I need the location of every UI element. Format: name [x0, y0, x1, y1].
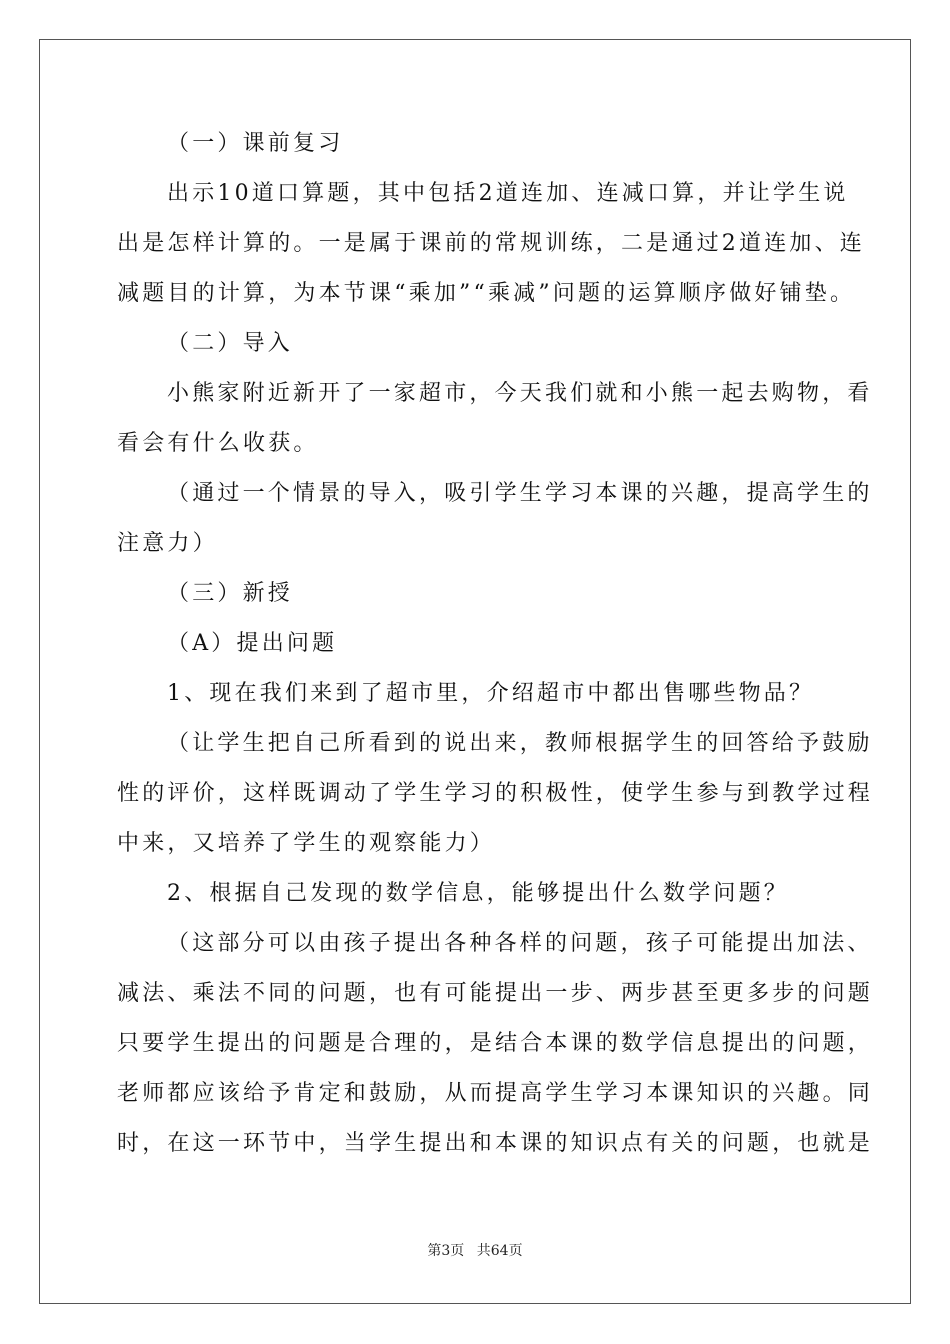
paragraph-line: 老师都应该给予肯定和鼓励，从而提高学生学习本课知识的兴趣。同 [117, 1081, 874, 1106]
section-heading-new-lesson: （三）新授 [167, 581, 294, 606]
paragraph-line: （让学生把自己所看到的说出来，教师根据学生的回答给予鼓励 [167, 731, 873, 756]
page-number: 第3页 [427, 1243, 465, 1259]
paragraph-line: 看会有什么收获。 [117, 431, 319, 456]
section-heading-review: （一）课前复习 [167, 131, 344, 156]
paragraph-line: 中来，又培养了学生的观察能力） [117, 831, 496, 856]
paragraph-line: 1、现在我们来到了超市里，介绍超市中都出售哪些物品？ [167, 681, 815, 706]
paragraph-line: 注意力） [117, 531, 218, 556]
paragraph-line: 减法、乘法不同的问题，也有可能提出一步、两步甚至更多步的问题 [117, 981, 874, 1006]
paragraph-line: 出是怎样计算的。一是属于课前的常规训练，二是通过2道连加、连 [117, 231, 865, 256]
paragraph-line: 2、根据自己发现的数学信息，能够提出什么数学问题？ [167, 881, 789, 906]
paragraph-line: 时，在这一环节中，当学生提出和本课的知识点有关的问题，也就是 [117, 1131, 874, 1156]
page-total: 共64页 [476, 1243, 523, 1259]
paragraph-line: （这部分可以由孩子提出各种各样的问题，孩子可能提出加法、 [167, 931, 873, 956]
paragraph-line: 只要学生提出的问题是合理的，是结合本课的数学信息提出的问题， [117, 1031, 874, 1056]
paragraph-line: （通过一个情景的导入，吸引学生学习本课的兴趣，提高学生的 [167, 481, 873, 506]
paragraph-line: 出示10道口算题，其中包括2道连加、连减口算，并让学生说 [167, 181, 849, 206]
page-footer [0, 1240, 950, 1260]
subsection-heading: （A）提出问题 [167, 631, 338, 656]
paragraph-line: 小熊家附近新开了一家超市，今天我们就和小熊一起去购物，看 [167, 381, 873, 406]
paragraph-line: 性的评价，这样既调动了学生学习的积极性，使学生参与到教学过程 [117, 781, 874, 806]
paragraph-line: 减题目的计算，为本节课“乘加”“乘减”问题的运算顺序做好铺垫。 [117, 281, 856, 306]
section-heading-intro: （二）导入 [167, 331, 294, 356]
